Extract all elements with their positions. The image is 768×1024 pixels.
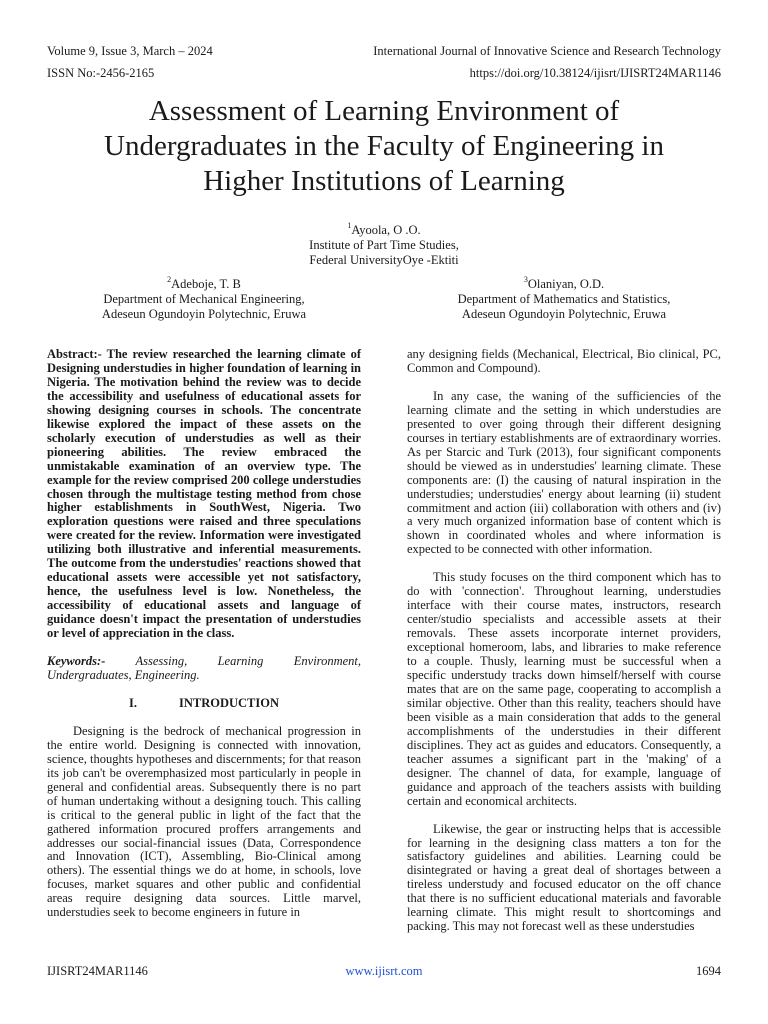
paragraph: Likewise, the gear or instructing helps that is accessible for learning in the designing class matters a ton for the satisfactory guidelines and abilities. Learning could be disintegrated or having a great deal of shortages between a tireless understudy and focused educator on the off chance that there is no sufficient educational materials and favorable learning climate. This might result to shortcomings and packing. This may not forecast well as these understudies (407, 821, 721, 934)
issn: ISSN No:-2456-2165 (47, 66, 155, 80)
author-block-2 (54, 274, 354, 322)
left-column (47, 348, 361, 920)
author-name: $^2$Adeboje, T. B (167, 274, 241, 291)
author-index: 2 (167, 274, 172, 284)
paragraph: any designing fields (Mechanical, Electrical, Bio clinical, PC, Common and Compound). (407, 347, 721, 375)
paper-title (40, 94, 728, 199)
right-column (407, 348, 721, 934)
footer-website (0, 964, 768, 979)
author-block-1 (234, 220, 534, 268)
author-affiliation: Federal UniversityOye -Ektiti (309, 253, 459, 267)
doi-link[interactable]: https://doi.org/10.38124/ijisrt/IJISRT24MAR1146 (469, 66, 721, 80)
author-name: $^3$Olaniyan, O.D. (523, 274, 605, 291)
title-line: Assessment of Learning Environment of (148, 95, 620, 127)
section-number: I. (128, 695, 137, 710)
author-affiliation: Institute of Part Time Studies, (309, 238, 459, 252)
author-index: 1 (347, 220, 352, 230)
keywords-label: Keywords:- (47, 654, 106, 669)
author-affiliation: Adeseun Ogundoyin Polytechnic, Eruwa (461, 307, 667, 321)
author-index: 3 (523, 274, 528, 284)
section-title: INTRODUCTION (178, 695, 279, 710)
keywords-list: Assessing, Learning Environment, Undergraduates, Engineering. (47, 654, 361, 682)
paragraph: In any case, the waning of the sufficiencies of the learning climate and the setting in which understudies are presented to over going through their different designing courses in tertiary establishments are of extraordinary worries. As per Starcic and Turk (2013), four significant components should be viewed as in understudies' learning climate. These components are: (I) the causing of natural inspiration in the understudies; understudies' energy about learning (ii) student commitment and action (iii) collaboration with others and (iv) a very much organized information base of content which is shown in coordinated wholes and where information is expected to be connected with other information. (407, 388, 721, 557)
keywords (47, 655, 361, 683)
paper-id: IJISRT24MAR1146 (47, 964, 148, 978)
page-number: 1694 (696, 964, 721, 978)
title-line: Higher Institutions of Learning (203, 165, 565, 197)
author-affiliation: Department of Mathematics and Statistics, (457, 292, 671, 306)
author-name: $^1$Ayoola, O .O. (347, 220, 421, 237)
volume-issue: Volume 9, Issue 3, March – 2024 (47, 44, 213, 58)
abstract: Abstract:- The review researched the learning climate of Designing understudies in higher foundation of learning in Nigeria. The motivation behind the review was to decide the accessibility and usefulness of educational assets for showing designing courses in schools. The concentrate likewise explored the impact of these assets on the scholarly execution of understudies as well as their pioneering abilities. The review embraced the unmistakable examination of an overview type. The example for the review comprised 200 college understudies chosen through the multistage testing method from chose higher establishments in SouthWest, Nigeria. Two exploration questions were raised and three speculations were created for the review. Information were investigated utilizing both illustrative and inferential measurements. The outcome from the understudies' reactions showed that educational assets were accessible yet not satisfactory, hence, the usefulness level is low. Nonetheless, the accessibility of educational assets and language of guidance doesn't impact the presentation of understudies or level of appreciation in the class. (47, 347, 361, 641)
section-heading (47, 697, 361, 711)
intro-paragraph: Designing is the bedrock of mechanical progression in the entire world. Designing is connected with innovation, science, thoughts hypotheses and discernments; for that reason its job can't be overemphasized most particularly in people in general and confidential areas. Subsequently there is no part of human undertaking without a designing touch. This calling is critical to the general public in light of the fact that the gathered information procured proffers arrangements and addresses our social-financial issues (Data, Correspondence and Innovation (ICT), Assembling, Bio-Clinical among others). The essential things we do at home, in schools, love focuses, market squares and other public and confidential areas require designing data sources. Little marvel, understudies seek to become engineers in future in (47, 723, 361, 920)
author-block-3 (414, 274, 714, 322)
title-line: Undergraduates in the Faculty of Engineering in (104, 130, 664, 162)
author-affiliation: Adeseun Ogundoyin Polytechnic, Eruwa (101, 307, 307, 321)
website-link[interactable]: www.ijisrt.com (345, 964, 423, 978)
paragraph: This study focuses on the third component which has to do with 'connection'. Throughout learning, understudies interface with their course mates, instructors, research center/studio specialists and accessible assets at their removals. These assets incorporate internet providers, exceptional homeroom, labs, and libraries to make reference to a couple. Thusly, learning must be successful when a specific understudy tracks down himself/herself with course mates that are on the same page, cooperating to accomplish a similar objective. Other than this reality, teachers should have been visible as a main consideration that adds to the general accomplishments of the understudies in their different disciplines. They act as guides and educators. Consequently, a teacher assumes a significant part in the 'making' of a designer. The channel of data, for example, language of guidance and approach of the teachers assists with building certain and economical architects. (407, 570, 721, 808)
journal-name: International Journal of Innovative Science and Research Technology (373, 44, 721, 58)
author-affiliation: Department of Mechanical Engineering, (103, 292, 305, 306)
